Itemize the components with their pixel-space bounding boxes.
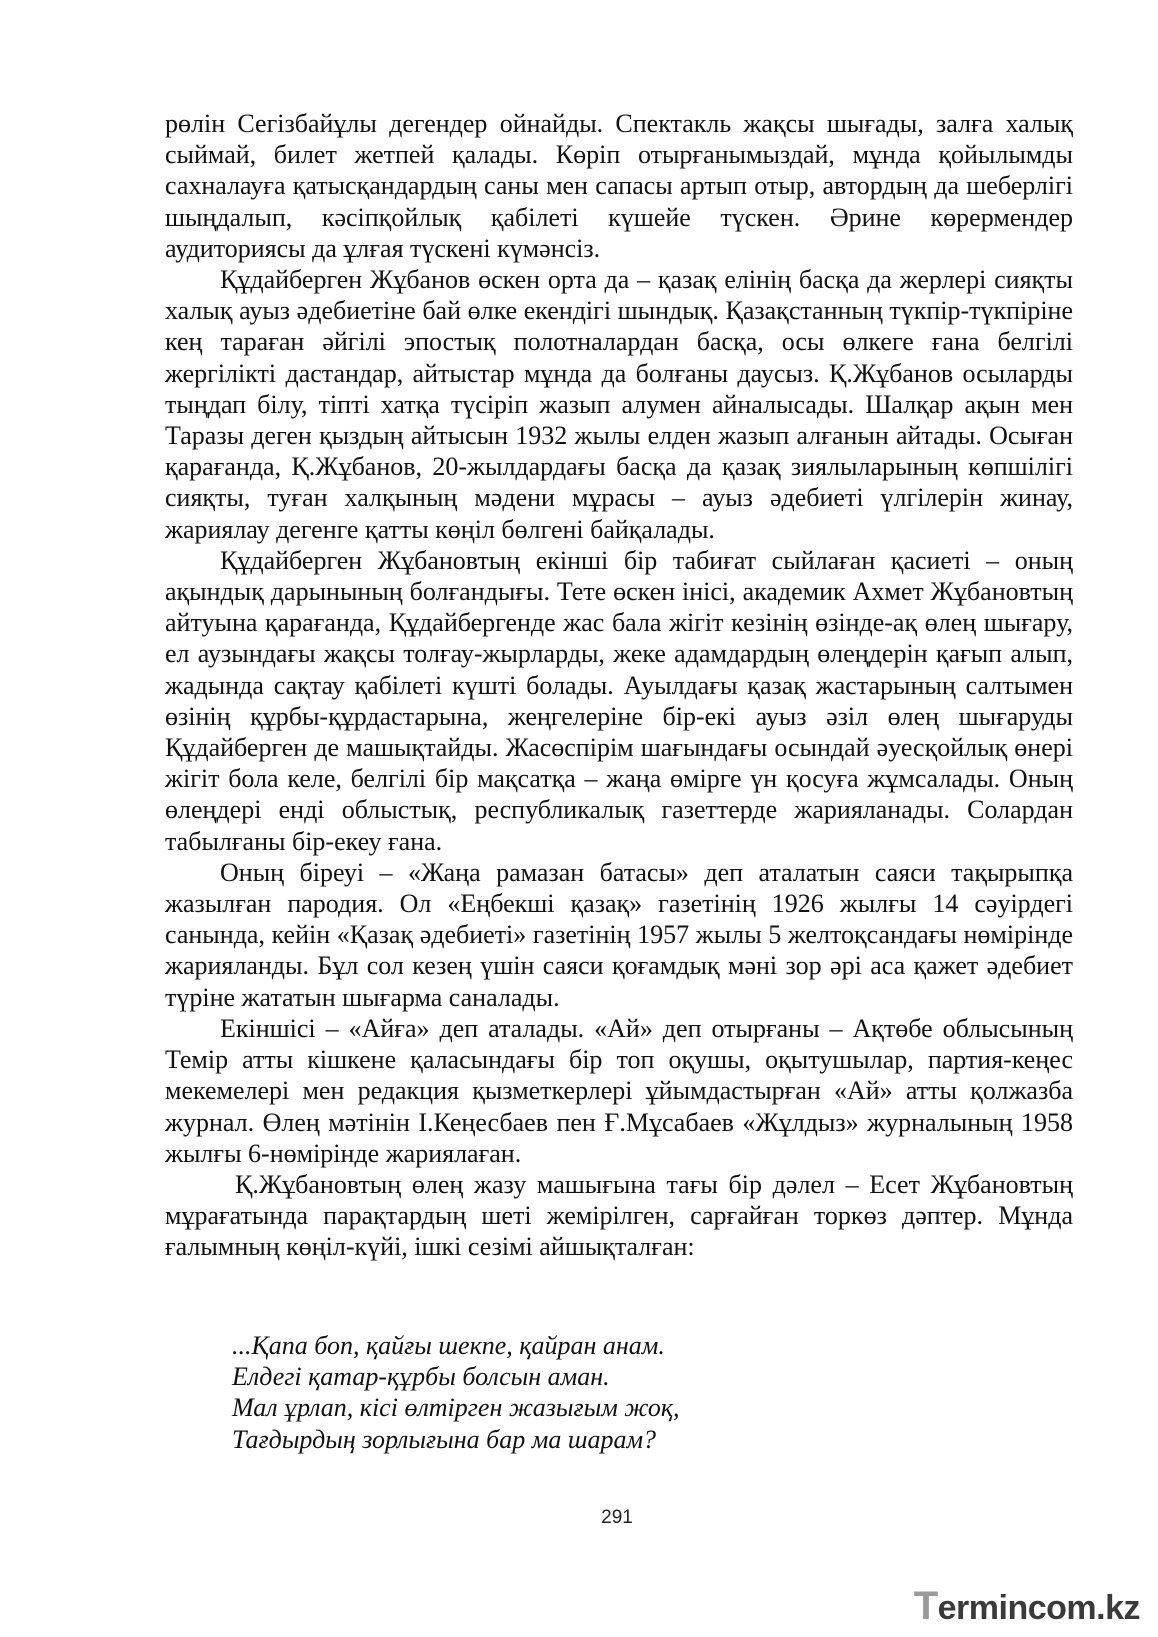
page-number: 291 bbox=[601, 1507, 633, 1528]
poem-line: Мал ұрлап, кісі өлтірген жазығым жоқ, bbox=[232, 1393, 680, 1423]
paragraph-oral-literature: Құдайберген Жұбанов өскен орта да – қазақ елінің басқа да жерлері сияқты халық ауыз әдебиетіне бай өлке екендігі шындық. Қазақстанның түкпір-түкпіріне кең тараған әйгілі эпостық полотналардан басқа, осы өлкеге ғана белгілі жергілікті дастандар, айтыстар мұнда да болғаны даусыз. Қ.Жұбанов осыларды тыңдап білу, тіпті хатқа түсіріп жазып алумен айналысады. Шалқар ақын мен Таразы деген қыздың айтысын 1932 жылы елден жазып алғанын айтады. Осыған қарағанда, Қ.Жұбанов, 20-жылдардағы басқа да қазақ зиялыларының көпшілігі сияқты, туған халқының мәдени мұрасы – ауыз әдебиеті үлгілерін жинау, жариялау дегенге қатты көңіл бөлгені байқалады. bbox=[165, 265, 1073, 544]
paragraph-parody: Оның біреуі – «Жаңа рамазан батасы» деп аталатын саяси тақырыпқа жазылған пародия. Ол «Еңбекші қазақ» газетінің 1926 жылғы 14 сәуірдегі санында, кейін «Қазақ әдебиеті» газетінің 1957 жылы 5 желтоқсандағы нөмірінде жарияланды. Бұл сол кезең үшін саяси қоғамдық мәні зор әрі аса қажет әдебиет түріне жататын шығарма саналады. bbox=[165, 857, 1073, 1012]
watermark-logo-text: ermincom.kz bbox=[937, 1589, 1140, 1627]
paragraph-poetic-talent: Құдайберген Жұбановтың екінші бір табиғат сыйлаған қасиеті – оның ақындық дарынының болғандығы. Тете өскен інісі, академик Ахмет Жұбановтың айтуына қарағанда, Құдайбергенде жас бала жігіт кезінің өзінде-ақ өлең шығару, ел аузындағы жақсы толғау-жырларды, жеке адамдардың өлеңдерін қағып алып, жадында сақтау қабілеті күшті болады. Ауылдағы қазақ жастарының салтымен өзінің құрбы-құрдастарына, жеңгелеріне бір-екі ауыз әзіл өлең шығаруды Құдайберген де машықтайды. Жасөспірім шағындағы осындай әуесқойлық өнері жігіт бола келе, белгілі бір мақсатқа – жаңа өмірге үн қосуға жұмсалады. Оның өлеңдері енді облыстық, республикалық газеттерде жарияланады. Солардан табылғаны бір-екеу ғана. bbox=[165, 545, 1073, 856]
watermark-logo bbox=[914, 1584, 1140, 1629]
paragraph-notebook: Қ.Жұбановтың өлең жазу машығына тағы бір дәлел – Есет Жұбановтың мұрағатында парақтардың шеті жемірілген, сарғайған торкөз дәптер. Мұнда ғалымның көңіл-күйі, ішкі сезімі айшықталған: bbox=[165, 1169, 1073, 1262]
page-body bbox=[165, 108, 1073, 1263]
poem-excerpt bbox=[232, 1330, 680, 1455]
paragraph-continuation: рөлін Сегізбайұлы дегендер ойнайды. Спектакль жақсы шығады, залға халық сыймай, билет жетпей қалады. Көріп отырғанымыздай, мұнда қойылымды сахналауға қатысқандардың саны мен сапасы артып отыр, автордың да шеберлігі шыңдалып, кәсіпқойлық қабілеті күшейе түскен. Әрине көрермендер аудиториясы да ұлғая түскені күмәнсіз. bbox=[165, 109, 1073, 263]
watermark-logo-initial: T bbox=[913, 1584, 938, 1628]
paragraph-ai-poem: Екіншісі – «Айға» деп аталады. «Ай» деп отырғаны – Ақтөбе облысының Темір атты кішкене қаласындағы бір топ оқушы, оқытушылар, партия-кеңес мекемелері мен редакция қызметкерлері ұйымдастырған «Ай» атты қолжазба журнал. Өлең мәтінін І.Кеңесбаев пен Ғ.Мұсабаев «Жұлдыз» журналының 1958 жылғы 6-нөмірінде жариялаған. bbox=[165, 1013, 1073, 1168]
poem-line: Елдегі қатар-құрбы болсын аман. bbox=[232, 1362, 610, 1392]
poem-line: ...Қапа боп, қайғы шекпе, қайран анам. bbox=[232, 1331, 665, 1360]
poem-line: Тағдырдың зорлығына бар ма шарам? bbox=[232, 1424, 657, 1454]
